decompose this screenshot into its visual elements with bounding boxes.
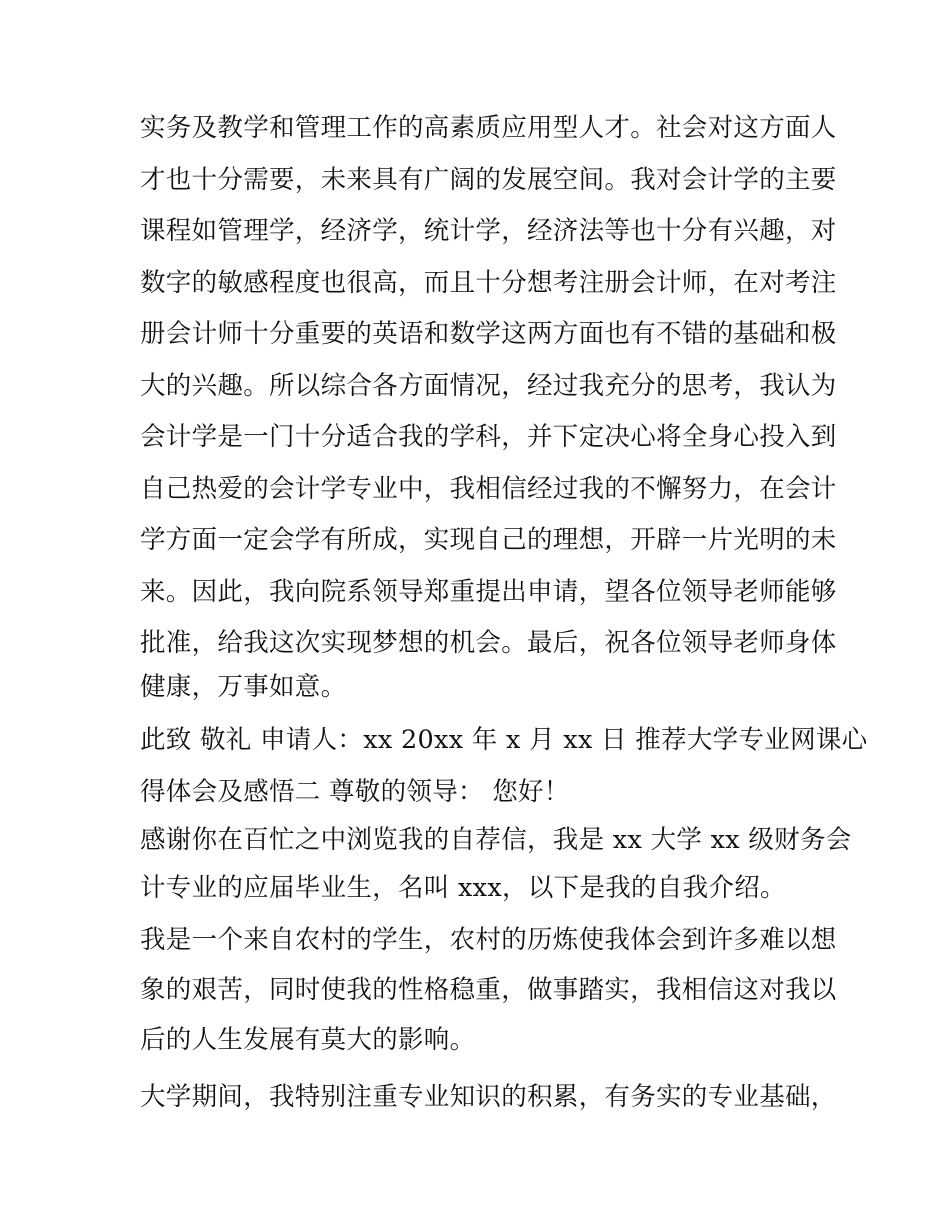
text-line: 象的艰苦，同时使我的性格稳重，做事踏实，我相信这对我以 bbox=[140, 975, 837, 1005]
text-line: 批准，给我这次实现梦想的机会。最后，祝各位领导老师身体 bbox=[140, 628, 837, 658]
text-line: 来。因此，我向院系领导郑重提出申请，望各位领导老师能够 bbox=[140, 577, 837, 607]
text-line: 自己热爱的会计学专业中，我相信经过我的不懈努力，在会计 bbox=[140, 474, 837, 504]
text-line: 后的人生发展有莫大的影响。 bbox=[140, 1025, 476, 1055]
text-line: 册会计师十分重要的英语和数学这两方面也有不错的基础和极 bbox=[140, 319, 837, 349]
text-line: 健康，万事如意。 bbox=[140, 672, 347, 702]
text-line: 此致 敬礼 申请人：xx 20xx 年 x 月 xx 日 推荐大学专业网课心 bbox=[140, 725, 868, 755]
text-line: 课程如管理学，经济学，统计学，经济法等也十分有兴趣，对 bbox=[140, 216, 837, 246]
text-line: 得体会及感悟二 尊敬的领导： 您好！ bbox=[140, 777, 570, 807]
text-line: 才也十分需要，未来具有广阔的发展空间。我对会计学的主要 bbox=[140, 165, 837, 195]
text-line: 大的兴趣。所以综合各方面情况，经过我充分的思考，我认为 bbox=[140, 371, 837, 401]
text-line: 大学期间，我特别注重专业知识的积累，有务实的专业基础， bbox=[140, 1082, 837, 1112]
text-line: 会计学是一门十分适合我的学科，并下定决心将全身心投入到 bbox=[140, 422, 837, 452]
text-line: 我是一个来自农村的学生，农村的历炼使我体会到许多难以想 bbox=[140, 925, 837, 955]
text-line: 计专业的应届毕业生，名叫 xxx，以下是我的自我介绍。 bbox=[140, 873, 786, 903]
text-line: 实务及教学和管理工作的高素质应用型人才。社会对这方面人 bbox=[140, 113, 837, 143]
text-line: 学方面一定会学有所成，实现自己的理想，开辟一片光明的未 bbox=[140, 525, 837, 555]
text-line: 感谢你在百忙之中浏览我的自荐信，我是 xx 大学 xx 级财务会 bbox=[140, 825, 852, 855]
text-line: 数字的敏感程度也很高，而且十分想考注册会计师，在对考注 bbox=[140, 268, 837, 298]
